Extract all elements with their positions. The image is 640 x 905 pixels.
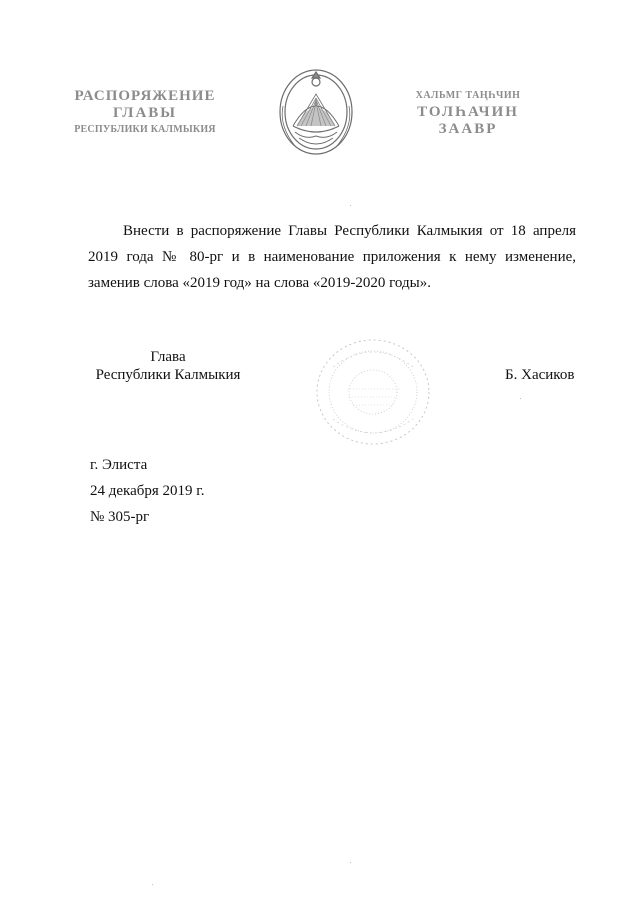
official-seal-icon: [313, 337, 433, 447]
order-paragraph: Внести в распоряжение Главы Республики Калмыкия от 18 апреля 2019 года № 80-рг и в наименование приложения к нему изменение, заменив слова «2019 год» на слова «2019-2020 годы».: [88, 223, 576, 291]
header-right-subtitle: ЗААВР: [438, 120, 498, 137]
footer-number: № 305-рг: [90, 509, 150, 525]
header-right-republic: ХАЛЬМГ ТАҢҺЧИН: [415, 90, 521, 101]
header-left-subtitle: ГЛАВЫ: [112, 104, 178, 121]
scan-speck: [350, 205, 351, 206]
signatory-name: Б. Хасиков: [505, 367, 575, 383]
footer-date: 24 декабря 2019 г.: [90, 483, 205, 499]
header-left: [60, 88, 230, 135]
document-footer: [90, 452, 205, 530]
header-right-title: ТОЛҺАЧИН: [417, 103, 519, 120]
header-left-republic: РЕСПУБЛИКИ КАЛМЫКИЯ: [74, 124, 216, 135]
header-right: [398, 90, 538, 138]
scan-speck: [520, 398, 521, 399]
signature-title: [88, 348, 248, 384]
header-left-title: РАСПОРЯЖЕНИЕ: [74, 88, 216, 104]
kalmykia-coat-of-arms-icon: [275, 66, 357, 158]
signature-title-line2: Республики Калмыкия: [95, 367, 241, 383]
order-body: [88, 218, 576, 296]
scan-speck: [350, 862, 351, 863]
scan-speck: [152, 884, 153, 885]
signature-title-line1: Глава: [150, 349, 186, 365]
footer-city: г. Элиста: [90, 457, 148, 473]
